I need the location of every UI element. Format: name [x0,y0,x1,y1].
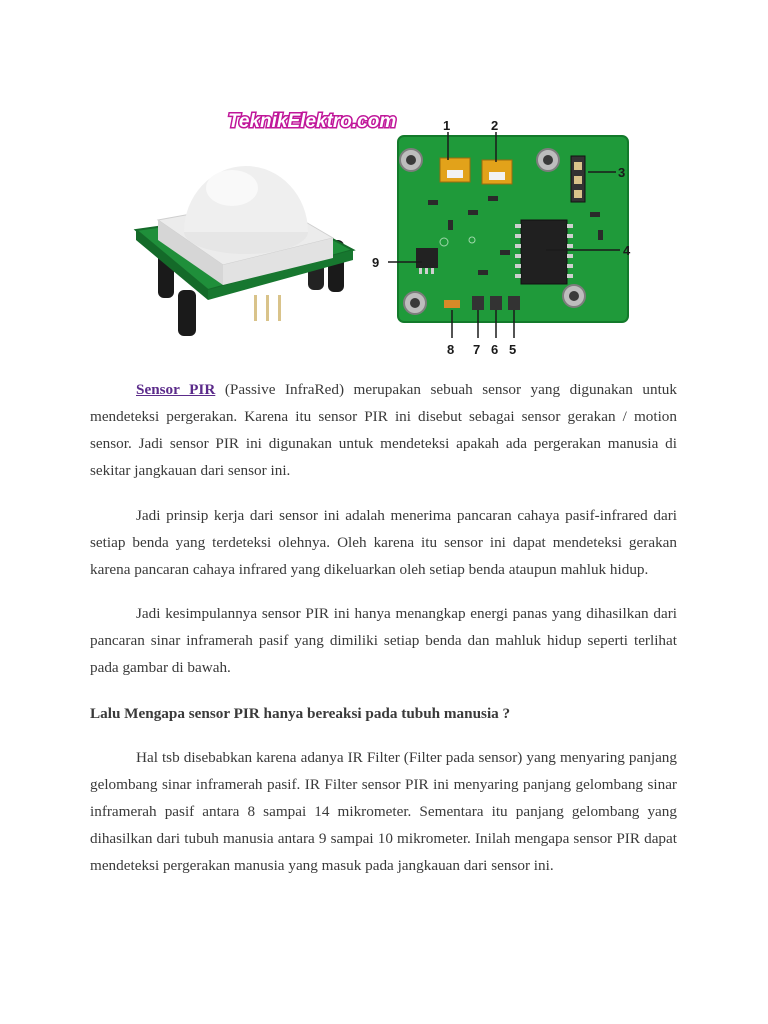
callout-1: 1 [443,118,451,133]
callout-8: 8 [447,342,455,357]
pir-module-left [136,166,353,336]
callout-4: 4 [623,243,631,258]
paragraph-principle: Jadi prinsip kerja dari sensor ini adalah menerima pancaran cahaya pasif-infrared dari setiap benda yang terdeteksi olehnya. Oleh karena itu sensor ini dapat mendeteksi gerakan karena pancaran cahaya infrared yang dikeluarkan oleh setiap benda ataupun mahluk hidup. [90,507,677,578]
watermark-text: TeknikElektro.com [228,111,397,132]
section-heading: Lalu Mengapa sensor PIR hanya bereaksi pada tubuh manusia ? [90,705,511,722]
paragraph-ir-filter: Hal tsb disebabkan karena adanya IR Filter (Filter pada sensor) yang menyaring panjang gelombang sinar inframerah pasif. IR Filter sensor PIR ini menyaring panjang gelombang sinar inframerah pasif antara 8 sampai 14 mikrometer. Sementara itu panjang gelombang yang dihasilkan dari tubuh manusia antara 9 sampai 10 mikrometer. Inilah mengapa sensor PIR dapat mendeteksi pergerakan manusia yang masuk pada jangkauan dari sensor ini. [90,749,677,874]
callout-3: 3 [618,165,626,180]
pir-sensor-figure [128,100,648,362]
pir-sensor-illustration [128,100,648,362]
callout-6: 6 [491,342,499,357]
paragraph-intro [90,376,677,484]
sensor-pir-link[interactable]: Sensor PIR [136,381,216,398]
callout-5: 5 [509,342,517,357]
paragraph-conclusion: Jadi kesimpulannya sensor PIR ini hanya menangkap energi panas yang dihasilkan dari pancaran sinar inframerah pasif yang dimiliki setiap benda dan mahluk hidup seperti terlihat pada gambar di bawah. [90,605,677,676]
pir-pcb-right [398,136,628,322]
callout-7: 7 [473,342,481,357]
callout-9: 9 [372,255,380,270]
callout-2: 2 [491,118,499,133]
paragraph-intro-text: (Passive InfraRed) merupakan sebuah sensor yang digunakan untuk mendeteksi pergerakan. Karena itu sensor PIR ini disebut sebagai sensor gerakan / motion sensor. Jadi sensor PIR ini digunakan untuk mendeteksi apakah ada pergerakan manusia di sekitar jangkauan dari sensor ini. [90,381,677,479]
